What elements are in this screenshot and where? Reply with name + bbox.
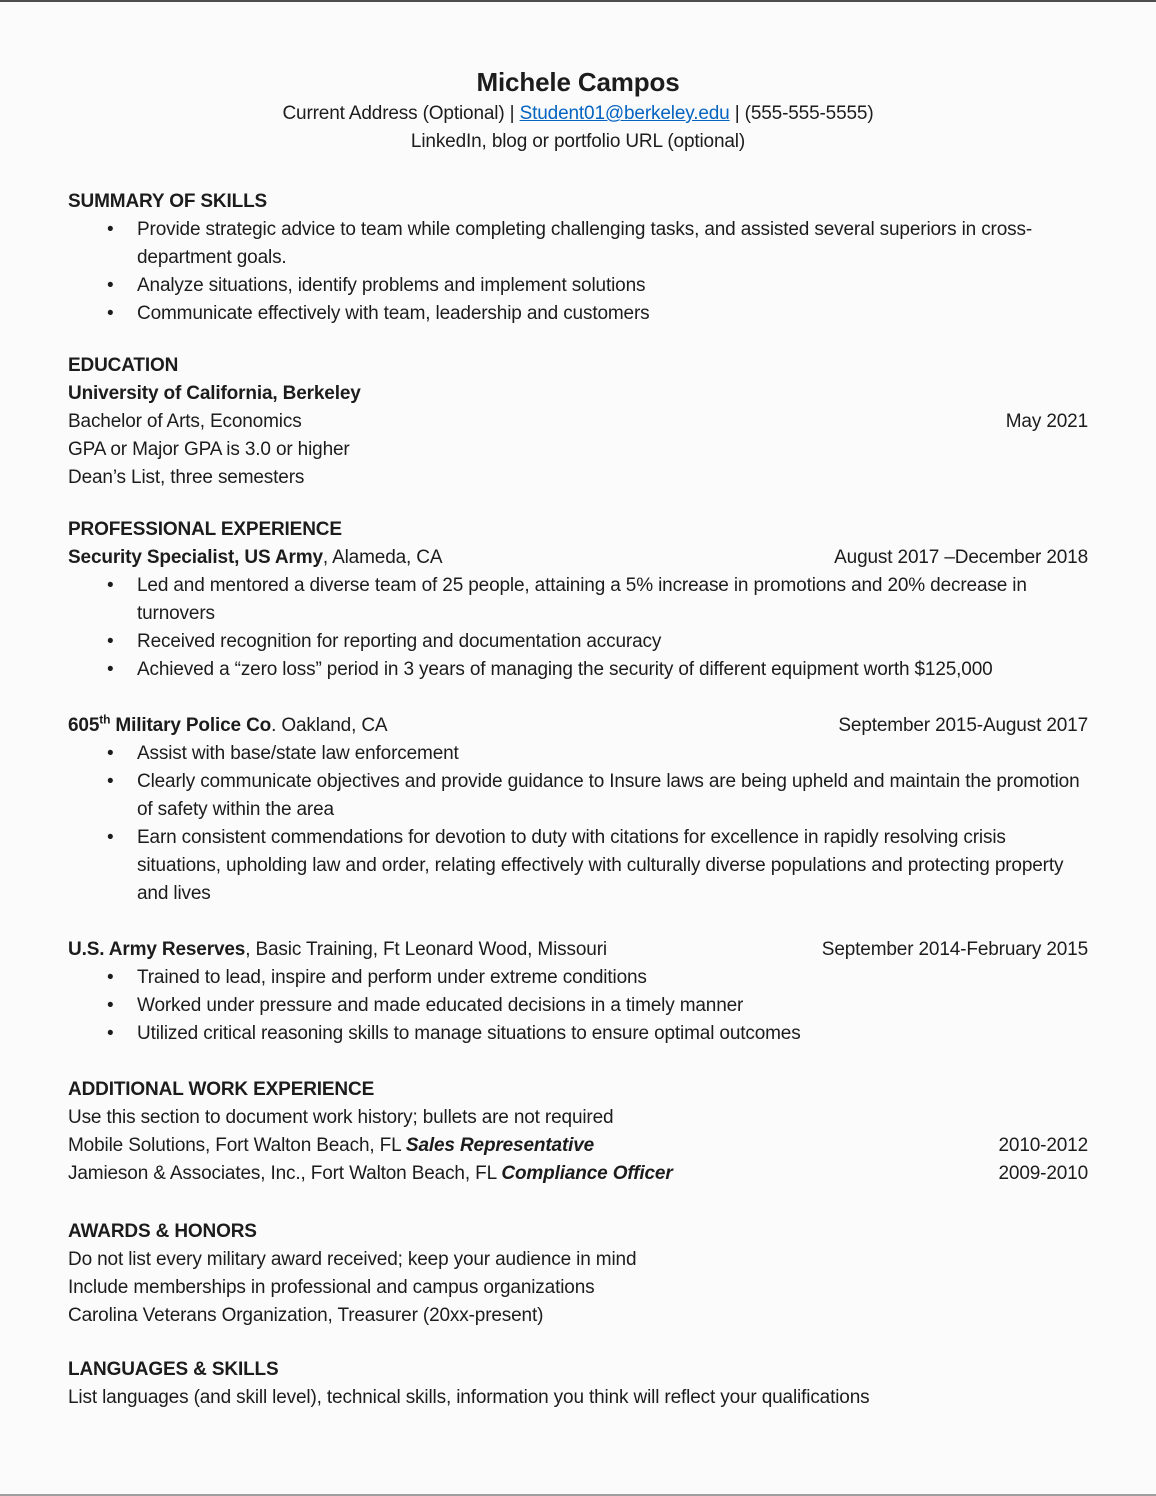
list-item: • Trained to lead, inspire and perform under extreme conditions [68, 964, 1088, 992]
additional-entry [68, 1132, 594, 1160]
section-summary-of-skills [68, 188, 1088, 328]
list-item: • Worked under pressure and made educated decisions in a timely manner [68, 992, 1088, 1020]
job-header-row [68, 544, 1088, 572]
section-additional-work-experience [68, 1076, 1088, 1188]
section-title: LANGUAGES & SKILLS [68, 1359, 279, 1380]
email-link[interactable]: Student01@berkeley.edu [519, 103, 730, 124]
list-item: • Led and mentored a diverse team of 25 people, attaining a 5% increase in promotions and 20% decrease in turnovers [68, 572, 1088, 628]
job-bullet-list [68, 572, 1088, 684]
list-item: • Earn consistent commendations for devotion to duty with citations for excellence in rapidly resolving crisis situations, upholding law and order, relating effectively with culturally diverse populations and protecting property and lives [68, 824, 1088, 908]
job-bullet-list [68, 964, 1088, 1048]
additional-entry [68, 1160, 673, 1188]
job-title: Security Specialist, US Army [68, 547, 323, 568]
section-title: EDUCATION [68, 355, 179, 376]
entry-dates: 2010-2012 [998, 1135, 1088, 1156]
section-awards-honors [68, 1218, 1088, 1330]
job-title: U.S. Army Reserves [68, 939, 246, 960]
role-title: Sales Representative [405, 1135, 595, 1156]
education-date: May 2021 [1005, 411, 1088, 432]
awards-line: Include memberships in professional and campus organizations [68, 1277, 595, 1298]
job-entry [68, 544, 1088, 684]
company-name: Mobile Solutions, Fort Walton Beach, FL [68, 1135, 406, 1156]
list-item: • Assist with base/state law enforcement [68, 740, 1088, 768]
contact-phone: | (555-555-5555) [729, 103, 874, 124]
section-languages-skills [68, 1356, 1088, 1412]
languages-line: List languages (and skill level), technical skills, information you think will reflect your qualifications [68, 1387, 870, 1408]
education-gpa-line: GPA or Major GPA is 3.0 or higher [68, 439, 350, 460]
job-entry [68, 936, 1088, 1048]
list-item: • Received recognition for reporting and documentation accuracy [68, 628, 1088, 656]
additional-entry-row [68, 1160, 1088, 1188]
job-dates: September 2015-August 2017 [838, 715, 1088, 736]
company-name: Jamieson & Associates, Inc., Fort Walton Beach, FL [68, 1163, 502, 1184]
candidate-name: Michele Campos [476, 67, 680, 97]
job-bullet-list [68, 740, 1088, 908]
entry-dates: 2009-2010 [998, 1163, 1088, 1184]
section-title: ADDITIONAL WORK EXPERIENCE [68, 1079, 375, 1100]
awards-line: Carolina Veterans Organization, Treasurer (20xx-present) [68, 1305, 544, 1326]
job-entry [68, 712, 1088, 908]
role-title: Compliance Officer [501, 1163, 673, 1184]
job-header-row [68, 712, 1088, 740]
section-education [68, 352, 1088, 492]
contact-line [68, 100, 1088, 128]
job-title-line [68, 712, 387, 740]
ordinal-superscript: th [99, 712, 111, 727]
job-title-line [68, 544, 442, 572]
job-location: , Basic Training, Ft Leonard Wood, Missouri [245, 939, 607, 960]
job-title: 605th Military Police Co [68, 712, 272, 736]
additional-entry-row [68, 1132, 1088, 1160]
job-location: . Oakland, CA [271, 715, 388, 736]
list-item: • Communicate effectively with team, leadership and customers [68, 300, 1088, 328]
awards-line: Do not list every military award received; keep your audience in mind [68, 1249, 637, 1270]
section-title: AWARDS & HONORS [68, 1221, 257, 1242]
summary-bullet-list [68, 216, 1088, 328]
job-title-line [68, 936, 607, 964]
job-location: , Alameda, CA [322, 547, 443, 568]
section-professional-experience [68, 516, 1088, 1048]
linkedin-line: LinkedIn, blog or portfolio URL (optional) [410, 131, 746, 152]
list-item: • Clearly communicate objectives and provide guidance to Insure laws are being upheld and maintain the promotion of safety within the area [68, 768, 1088, 824]
education-degree-row [68, 408, 1088, 436]
additional-note: Use this section to document work history; bullets are not required [68, 1107, 614, 1128]
list-item: • Provide strategic advice to team while completing challenging tasks, and assisted several superiors in cross-department goals. [68, 216, 1088, 272]
list-item: • Utilized critical reasoning skills to manage situations to ensure optimal outcomes [68, 1020, 1088, 1048]
contact-address: Current Address (Optional) | [282, 103, 520, 124]
section-title: PROFESSIONAL EXPERIENCE [68, 519, 342, 540]
list-item: • Achieved a “zero loss” period in 3 years of managing the security of different equipment worth $125,000 [68, 656, 1088, 684]
education-school: University of California, Berkeley [68, 383, 361, 404]
education-degree: Bachelor of Arts, Economics [68, 411, 302, 432]
education-deans-line: Dean’s List, three semesters [68, 467, 305, 488]
job-header-row [68, 936, 1088, 964]
job-dates: August 2017 –December 2018 [834, 547, 1088, 568]
resume-header [68, 64, 1088, 156]
job-dates: September 2014-February 2015 [821, 939, 1088, 960]
list-item: • Analyze situations, identify problems and implement solutions [68, 272, 1088, 300]
section-title: SUMMARY OF SKILLS [68, 191, 268, 212]
